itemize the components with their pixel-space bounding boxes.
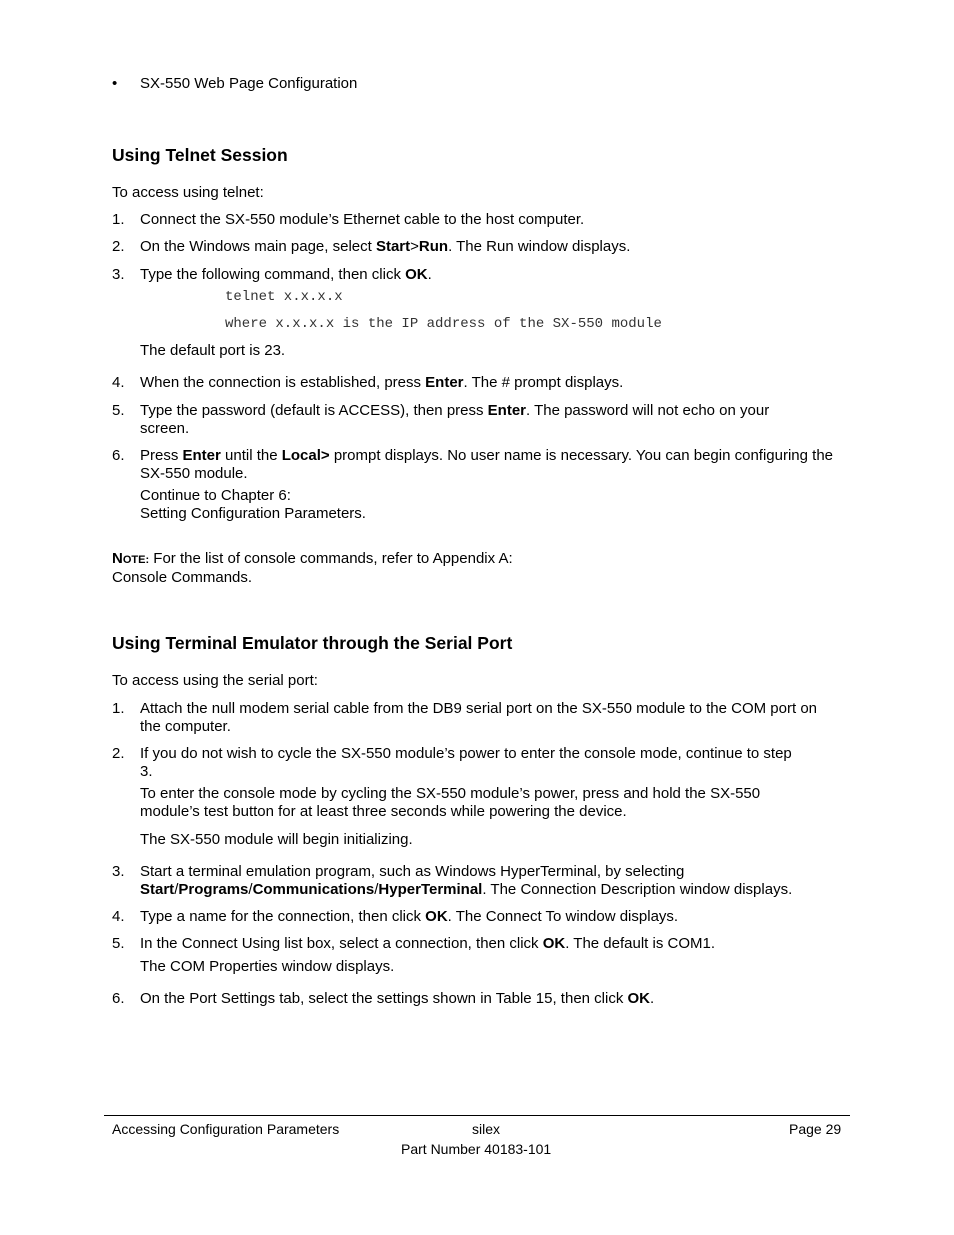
serial-step-2-result: The SX-550 module will begin initializing. bbox=[140, 831, 413, 848]
step-number: 2. bbox=[112, 745, 125, 762]
step-number: 1. bbox=[112, 211, 125, 228]
step-number: 3. bbox=[112, 266, 125, 283]
telnet-step-2: On the Windows main page, select Start>Run. The Run window displays. bbox=[140, 238, 631, 255]
telnet-step-4: When the connection is established, press Enter. The # prompt displays. bbox=[140, 374, 624, 391]
step-number: 5. bbox=[112, 935, 125, 952]
bullet-marker: • bbox=[112, 75, 118, 92]
serial-step-1: Attach the null modem serial cable from the DB9 serial port on the SX-550 module to the COM port on the computer. bbox=[140, 700, 818, 735]
section-heading-serial: Using Terminal Emulator through the Serial Port bbox=[112, 633, 513, 653]
default-port-note: The default port is 23. bbox=[140, 342, 286, 359]
serial-intro: To access using the serial port: bbox=[112, 672, 318, 689]
footer-chapter-title: Accessing Configuration Parameters bbox=[112, 1121, 340, 1137]
telnet-intro: To access using telnet: bbox=[112, 184, 264, 201]
footer-divider bbox=[104, 1115, 850, 1116]
bullet-text: SX-550 Web Page Configuration bbox=[140, 75, 358, 92]
serial-step-4: Type a name for the connection, then click OK. The Connect To window displays. bbox=[140, 908, 679, 925]
serial-step-6: On the Port Settings tab, select the settings shown in Table 15, then click OK. bbox=[140, 990, 655, 1007]
step-number: 4. bbox=[112, 908, 125, 925]
code-command: telnet x.x.x.x bbox=[225, 289, 343, 305]
step-number: 6. bbox=[112, 990, 125, 1007]
serial-step-5-result: The COM Properties window displays. bbox=[140, 958, 395, 975]
step-number: 6. bbox=[112, 447, 125, 464]
footer-part-number: Part Number 40183-101 bbox=[401, 1141, 552, 1157]
code-description: where x.x.x.x is the IP address of the SX-550 module bbox=[225, 316, 662, 332]
section-heading-telnet: Using Telnet Session bbox=[112, 145, 288, 165]
continue-chapter: Continue to Chapter 6: Setting Configuration Parameters. bbox=[140, 487, 366, 522]
serial-step-2-detail: To enter the console mode by cycling the SX-550 module’s power, press and hold the SX-550 module’s test button for at least three seconds while powering the device. bbox=[140, 785, 761, 820]
step-number: 3. bbox=[112, 863, 125, 880]
serial-step-5: In the Connect Using list box, select a connection, then click OK. The default is COM1. bbox=[140, 935, 716, 952]
step-number: 1. bbox=[112, 700, 125, 717]
note-paragraph: NOTE: For the list of console commands, refer to Appendix A: Console Commands. bbox=[112, 550, 513, 586]
step-number: 5. bbox=[112, 402, 125, 419]
footer-page-number: Page 29 bbox=[789, 1121, 842, 1137]
telnet-step-5: Type the password (default is ACCESS), then press Enter. The password will not echo on your screen. bbox=[140, 402, 770, 437]
telnet-step-3: Type the following command, then click OK. bbox=[140, 266, 432, 283]
step-number: 2. bbox=[112, 238, 125, 255]
telnet-step-1: Connect the SX-550 module’s Ethernet cable to the host computer. bbox=[140, 211, 585, 228]
serial-step-3: Start a terminal emulation program, such as Windows HyperTerminal, by selecting Start/Programs/Communications/HyperTerminal. The Connection Description window displays. bbox=[140, 863, 793, 898]
step-number: 4. bbox=[112, 374, 125, 391]
footer-brand: silex bbox=[472, 1121, 501, 1137]
serial-step-2: If you do not wish to cycle the SX-550 module’s power to enter the console mode, continue to step 3. bbox=[140, 745, 792, 780]
telnet-step-6: Press Enter until the Local> prompt displays. No user name is necessary. You can begin configuring the SX-550 module. bbox=[140, 447, 834, 482]
